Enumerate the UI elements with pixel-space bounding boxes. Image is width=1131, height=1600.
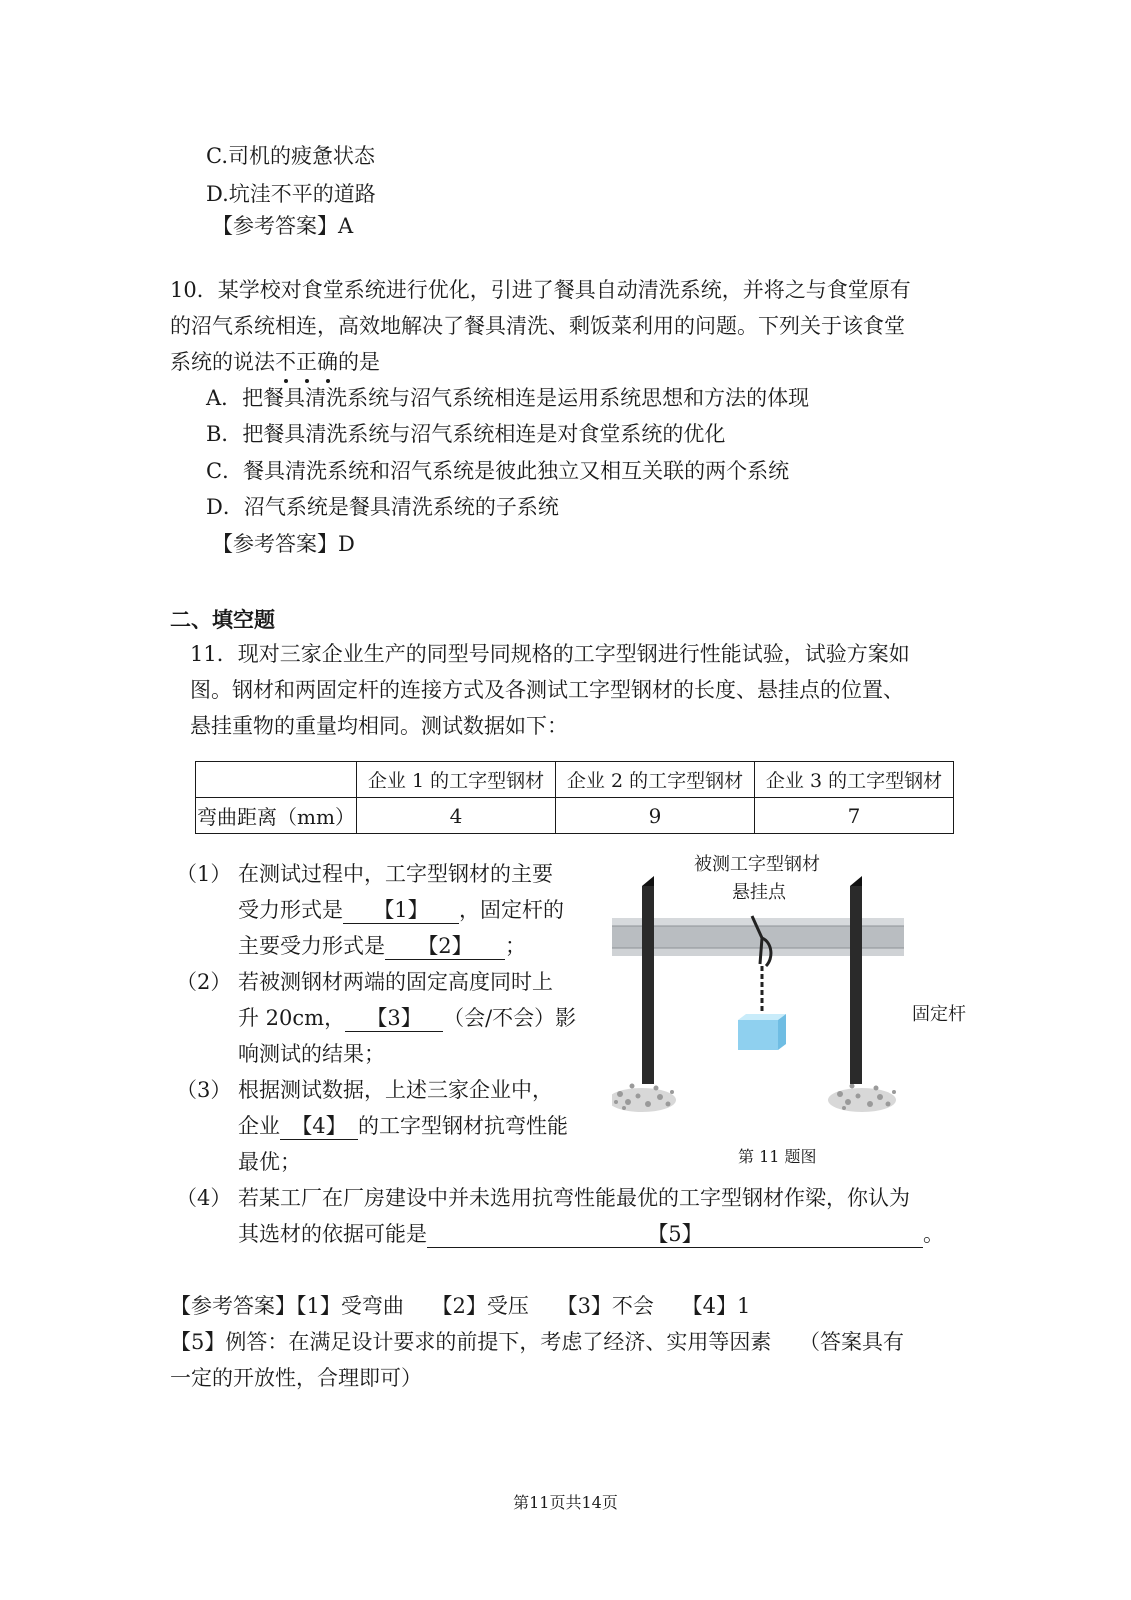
q11-sub1-line1: 在测试过程中，工字型钢材的主要 [238,862,553,886]
q10-stem-line2: 的沼气系统相连，高效地解决了餐具清洗、剩饭菜利用的问题。下列关于该食堂 [170,314,905,338]
q9-option-d: D.坑洼不平的道路 [206,182,376,206]
q11-sub1-line3 [238,932,526,960]
gravel-right [828,1084,896,1113]
q11-sub2-num: （2） [176,970,232,994]
q11-sub2-line1: 若被测钢材两端的固定高度同时上 [238,970,553,994]
text-fragment: 受力形式是 [238,898,343,922]
page-number: 第11页共14页 [513,1493,618,1512]
table-header-cell [196,762,357,798]
emphasis-char: 不 [275,350,296,374]
q11-sub4-num: （4） [176,1186,232,1210]
text-fragment: 的工字型钢材抗弯性能 [358,1114,568,1138]
q10-answer: 【参考答案】D [212,532,355,556]
table-header-cell: 企业 1 的工字型钢材 [357,762,556,798]
q10-option-c: C．餐具清洗系统和沼气系统是彼此独立又相互关联的两个系统 [206,459,790,483]
q11-stem-line1: 11．现对三家企业生产的同型号同规格的工字型钢进行性能试验，试验方案如 [190,642,910,666]
q10-stem-prefix: 系统的说法 [170,350,275,374]
q11-sub1-line2 [238,896,564,924]
text-fragment: ； [505,934,526,958]
table-header-row [196,762,954,798]
q11-sub4-line2 [238,1220,944,1248]
text-fragment: ，固定杆的 [459,898,564,922]
q10-stem-line3 [170,348,380,376]
q11-answer-line1: 【参考答案】【1】受弯曲 【2】受压 【3】不会 【4】1 [170,1294,751,1318]
q11-stem-line3: 悬挂重物的重量均相同。测试数据如下： [190,714,568,738]
q11-sub3-line2 [238,1112,568,1140]
q11-sub2-line3: 响测试的结果； [238,1042,385,1066]
text-fragment: （会/不会）影 [443,1006,577,1030]
table-row-label: 弯曲距离（mm） [196,798,357,834]
label-hang-point: 悬挂点 [732,882,786,903]
q11-stem-line2: 图。钢材和两固定杆的连接方式及各测试工字型钢材的长度、悬挂点的位置、 [190,678,904,702]
q11-sub1-num: （1） [176,862,232,886]
figure-11 [612,854,972,1168]
table-header-cell: 企业 2 的工字型钢材 [556,762,755,798]
q9-option-c: C.司机的疲惫状态 [206,144,375,168]
table-row [196,798,954,834]
emphasis-char: 正 [296,350,317,374]
label-post: 固定杆 [912,1004,966,1025]
blank-3: 【3】 [345,1005,443,1032]
q11-sub3-line1: 根据测试数据，上述三家企业中， [238,1078,553,1102]
figure-caption: 第 11 题图 [738,1147,817,1166]
q10-option-a: A．把餐具清洗系统与沼气系统相连是运用系统思想和方法的体现 [206,386,810,410]
q11-sub3-line3: 最优； [238,1150,301,1174]
weight-block [738,1020,778,1050]
q10-option-d: D．沼气系统是餐具清洗系统的子系统 [206,495,559,519]
table-cell: 7 [755,798,954,834]
q9-answer: 【参考答案】A [212,214,354,238]
table-cell: 9 [556,798,755,834]
q11-sub4-line1: 若某工厂在厂房建设中并未选用抗弯性能最优的工字型钢材作梁，你认为 [238,1186,910,1210]
q11-sub2-line2 [238,1004,576,1032]
blank-4: 【4】 [280,1113,358,1140]
blank-5: 【5】 [427,1221,923,1248]
table-cell: 4 [357,798,556,834]
text-fragment: 企业 [238,1114,280,1138]
q10-option-b: B．把餐具清洗系统与沼气系统相连是对食堂系统的优化 [206,422,726,446]
gravel-left [612,1084,676,1113]
q10-stem-suffix: 的是 [338,350,380,374]
q11-sub3-num: （3） [176,1078,232,1102]
table-header-cell: 企业 3 的工字型钢材 [755,762,954,798]
text-fragment: 。 [923,1222,944,1246]
q11-answer-line2: 【5】例答：在满足设计要求的前提下，考虑了经济、实用等因素 （答案具有 [170,1330,905,1354]
label-beam: 被测工字型钢材 [694,854,820,875]
text-fragment: 主要受力形式是 [238,934,385,958]
q11-answer-line3: 一定的开放性，合理即可） [170,1366,422,1390]
text-fragment: 其选材的依据可能是 [238,1222,427,1246]
section-title: 二、填空题 [170,608,275,632]
test-data-table [195,761,954,834]
blank-2: 【2】 [385,933,505,960]
q10-stem-line1: 10．某学校对食堂系统进行优化，引进了餐具自动清洗系统，并将之与食堂原有 [170,278,911,302]
blank-1: 【1】 [343,897,459,924]
emphasis-char: 确 [317,350,338,374]
text-fragment: 升 20cm， [238,1006,346,1030]
